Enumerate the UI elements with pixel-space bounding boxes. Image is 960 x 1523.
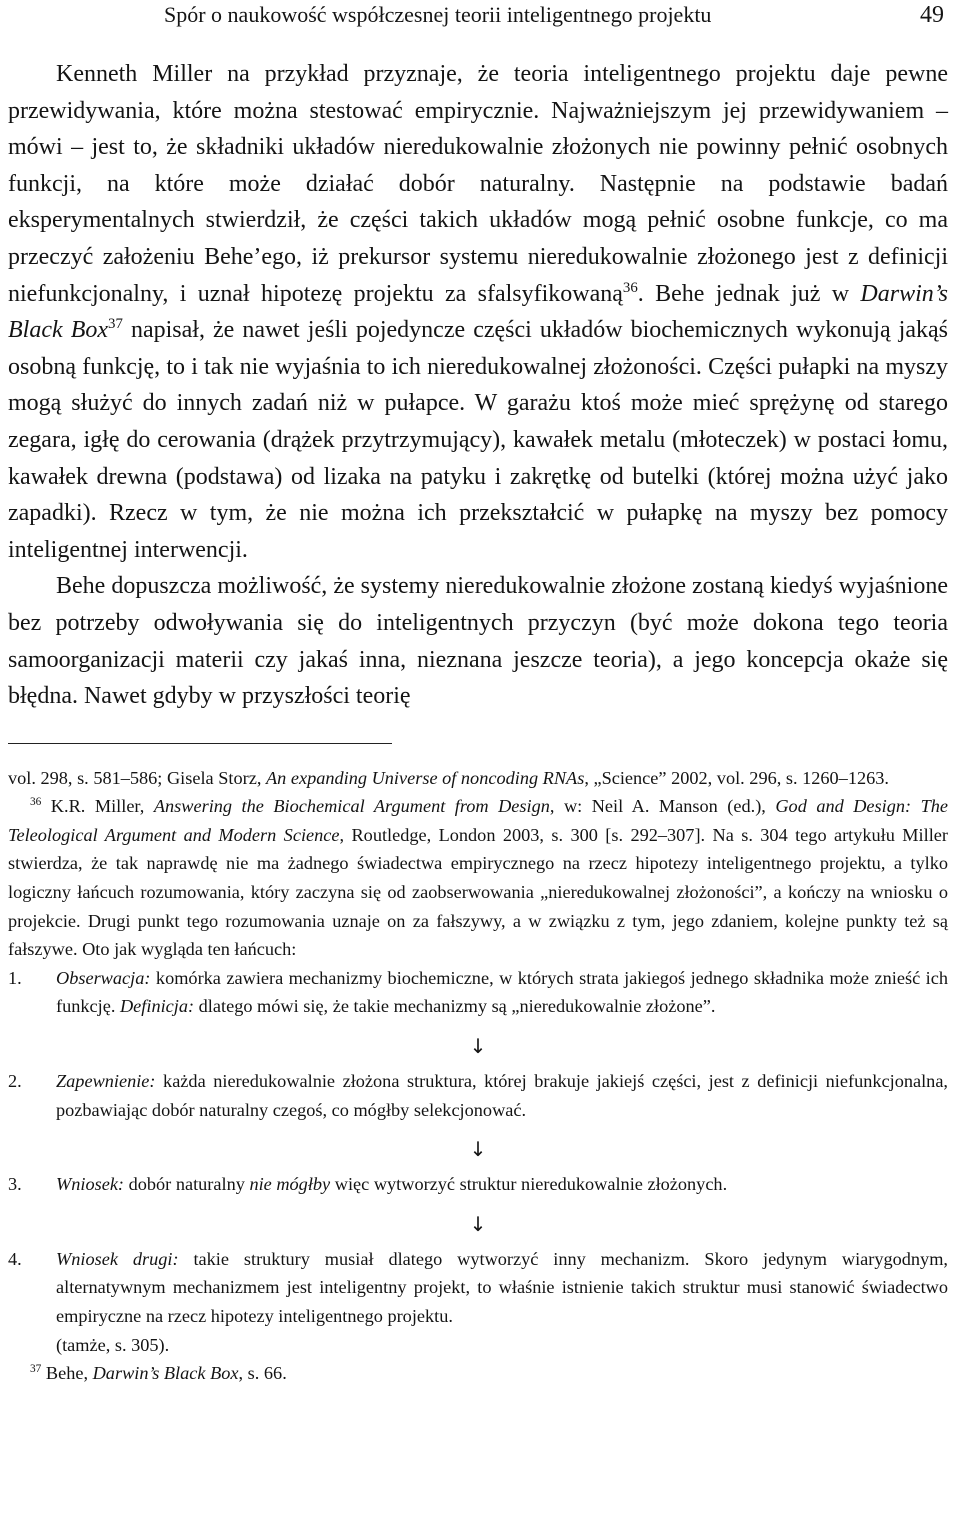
citation-tamze: (tamże, s. 305). xyxy=(56,1334,170,1355)
arrow-down-icon: ↓ xyxy=(469,1211,487,1236)
arrow-down-icon: ↓ xyxy=(469,1034,487,1059)
footnotes xyxy=(8,764,948,1388)
arrow-down-icon: ↓ xyxy=(469,1137,487,1162)
footnote-number: 37 xyxy=(30,1363,42,1376)
footnote-ref-36[interactable]: 36 xyxy=(622,279,638,296)
page-number: 49 xyxy=(920,2,944,28)
list-item: 1. Obserwacja: komórka zawiera mechanizmy biochemiczne, w których strata jakiegoś jednego składnika może znieść ich funkcję. Definicja: dlatego mówi się, że takie mechanizmy są „nieredukowalnie złożone”. xyxy=(8,967,948,1017)
running-title: Spór o naukowość współczesnej teorii inteligentnego projektu xyxy=(164,2,712,27)
footnote-continuation: vol. 298, s. 581–586; Gisela Storz, An expanding Universe of noncoding RNAs, „Science” 2002, vol. 296, s. 1260–1263. xyxy=(8,767,889,788)
list-item: 3. Wniosek: dobór naturalny nie mógłby więc wytworzyć struktur nieredukowalnie złożonych. xyxy=(8,1174,728,1195)
running-header xyxy=(8,0,948,38)
main-text xyxy=(8,56,948,715)
argument-chain xyxy=(8,964,948,1359)
footnote-ref-37[interactable]: 37 xyxy=(108,316,123,333)
footnote-separator xyxy=(8,743,392,744)
paragraph-2: Behe dopuszcza możliwość, że systemy nieredukowalnie złożone zostaną kiedyś wyjaśnione bez potrzeby odwoływania się do inteligentnych przyczyn (być może dokona tego teoria samoorganizacji materii czy jakaś inna, nieznana jeszcze teoria), a jego koncepcja okaże się błędna. Nawet gdyby w przyszłości teorię xyxy=(8,573,948,710)
footnote-37: $^{37}$ Behe, Darwin’s Black Box, s. 66. xyxy=(30,1363,287,1384)
book-title: Darwin’s Black Box xyxy=(8,280,949,344)
list-item: 4. Wniosek drugi: takie struktury musiał dlatego wytworzyć inny mechanizm. Skoro jedynym wiarygodnym, alternatywnym mechanizmem jest inteligentny projekt, to właśnie istnienie takich struktur musi stanowić świadectwo empiryczne na rzecz hipotezy inteligentnego projektu. xyxy=(8,1248,948,1326)
footnote-number: 36 xyxy=(30,796,42,809)
footnote-36: $^{36}$ K.R. Miller, Answering the Biochemical Argument from Design, w: Neil A. Manson (ed.), God and Design: The Teleological Argument and Modern Science, Routledge, London 2003, s. 300 [s. 292–307]. Na s. 304 tego artykułu Miller stwierdza, że tak naprawdę nie ma żadnego świadectwa empirycznego na rzecz hipotezy inteligentnego projektu, a tylko logiczny łańcuch rozumowania, który zaczyna się od zaobserwowania „nieredukowalnej złożoności”, a kończy na wniosku o projekcie. Drugi punkt tego rozumowania uznaje on za fałszywy, a w związku z tym, jego zdaniem, kolejne punkty też są fałszywe. Oto jak wygląda ten łańcuch: xyxy=(8,796,949,960)
list-item: 2. Zapewnienie: każda nieredukowalnie złożona struktura, której brakuje jakiejś części, jest z definicji niefunkcjonalna, pozbawiając dobór naturalny czegoś, co mógłby selekcjonować. xyxy=(8,1071,948,1120)
paragraph-1: Kenneth Miller na przykład przyznaje, że teoria inteligentnego projektu daje pewne przewidywania, które można stestować empirycznie. Najważniejszym jej przewidywaniem – mówi – jest to, że składniki układów nieredukowalnie złożonych nie powinny pełnić osobnych funkcji, na które może działać dobór naturalny. Następnie na podstawie badań eksperymentalnych stwierdził, że części takich układów mogą pełnić osobne funkcje, co ma przeczyć założeniu Behe’ego, iż prekursor systemu nieredukowalnie złożonego jest z definicji niefunkcjonalny, i uznał hipotezę projektu za sfalsyfikowaną$^{36}$. Behe jednak już w Darwin’s Black Box$^{37}$ napisał, że nawet jeśli pojedyncze części układów biochemicznych wykonują jakąś osobną funkcję, to i tak nie wyjaśnia to ich nieredukowalnej złożoności. Części pułapki na myszy mogą służyć do innych zadań niż w pułapce. W garażu ktoś może mieć sprężynę od starego zegara, igłę do cerowania (drążek przytrzymujący), kawałek metalu (młoteczek) w postaci łomu, kawałek drewna (podstawa) od lizaka na patyku i zakrętkę od butelki (której można użyć jako zapadki). Rzecz w tym, że nie można ich przekształcić w pułapkę na myszy bez pomocy inteligentnej interwencji. xyxy=(8,61,949,563)
